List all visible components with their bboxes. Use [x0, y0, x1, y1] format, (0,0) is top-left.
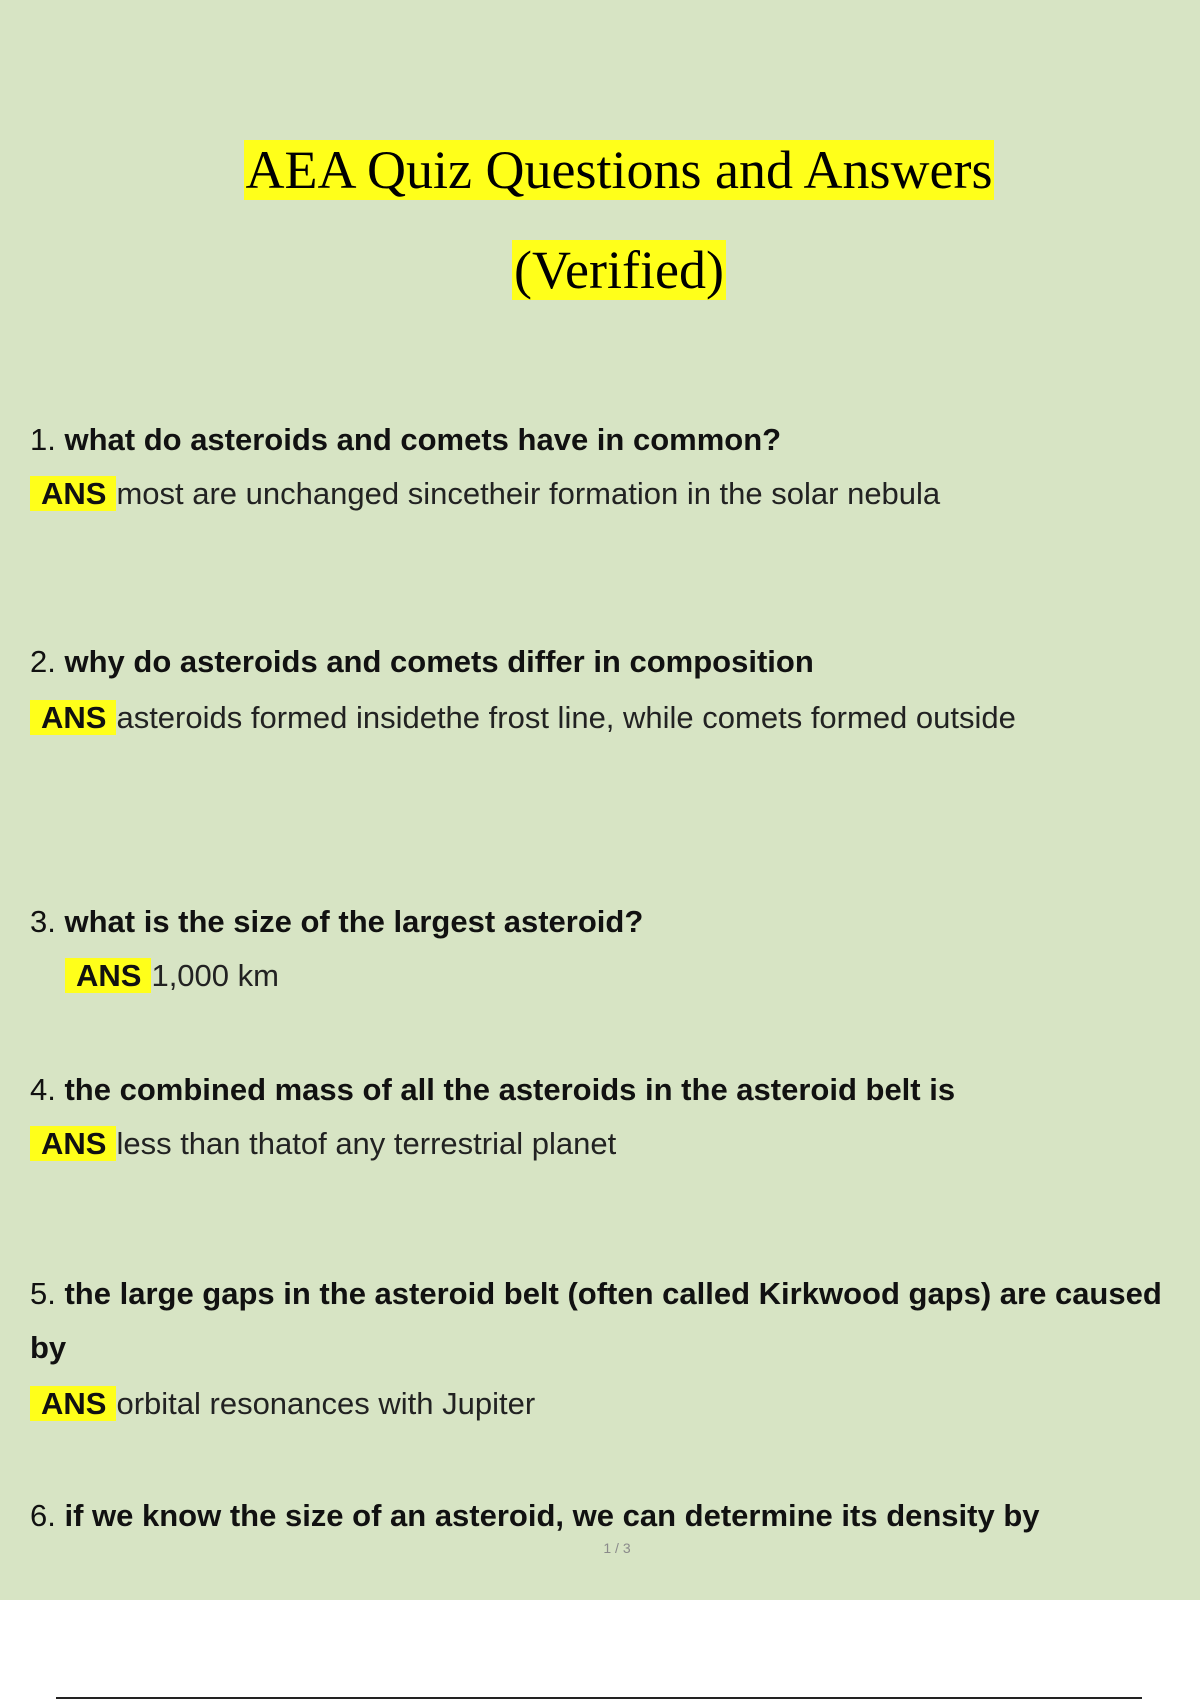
page-footer-rule	[56, 1697, 1142, 1699]
question-text: by	[30, 1330, 67, 1365]
answer-4	[30, 1124, 616, 1164]
question-number: 2.	[30, 644, 56, 679]
answer-text: less than thatof any terrestrial planet	[116, 1126, 617, 1161]
question-text: if we know the size of an asteroid, we can determine its density by	[64, 1498, 1040, 1533]
page-indicator: 1 / 3	[603, 1540, 631, 1556]
answer-text: most are unchanged sincetheir formation in the solar nebula	[116, 476, 941, 511]
question-number: 4.	[30, 1072, 56, 1107]
question-3	[30, 902, 643, 942]
question-number: 5.	[30, 1276, 56, 1311]
ans-label: ANS	[30, 476, 116, 511]
answer-text: asteroids formed insidethe frost line, while comets formed outside	[116, 700, 1016, 735]
answer-2	[30, 698, 1016, 738]
question-5-continuation	[30, 1328, 66, 1368]
question-text: what is the size of the largest asteroid?	[64, 904, 644, 939]
question-number: 3.	[30, 904, 56, 939]
ans-label: ANS	[65, 958, 151, 993]
question-number: 6.	[30, 1498, 56, 1533]
answer-3	[65, 956, 279, 996]
question-text: what do asteroids and comets have in common?	[64, 422, 782, 457]
question-text: why do asteroids and comets differ in composition	[64, 644, 814, 679]
question-number: 1.	[30, 422, 56, 457]
ans-label: ANS	[30, 700, 116, 735]
ans-label: ANS	[30, 1126, 116, 1161]
question-text: the large gaps in the asteroid belt (often called Kirkwood gaps) are caused	[64, 1276, 1162, 1311]
question-5	[30, 1274, 1162, 1314]
answer-1	[30, 474, 940, 514]
question-text: the combined mass of all the asteroids in the asteroid belt is	[64, 1072, 956, 1107]
question-6	[30, 1496, 1040, 1536]
document-title-line-1: AEA Quiz Questions and Answers	[245, 140, 993, 200]
answer-5	[30, 1384, 535, 1424]
question-1	[30, 420, 781, 460]
document-title-line-2: (Verified)	[514, 240, 724, 300]
ans-label: ANS	[30, 1386, 116, 1421]
answer-text: orbital resonances with Jupiter	[116, 1386, 536, 1421]
question-2	[30, 642, 814, 682]
question-4	[30, 1070, 955, 1110]
answer-text: 1,000 km	[151, 958, 279, 993]
